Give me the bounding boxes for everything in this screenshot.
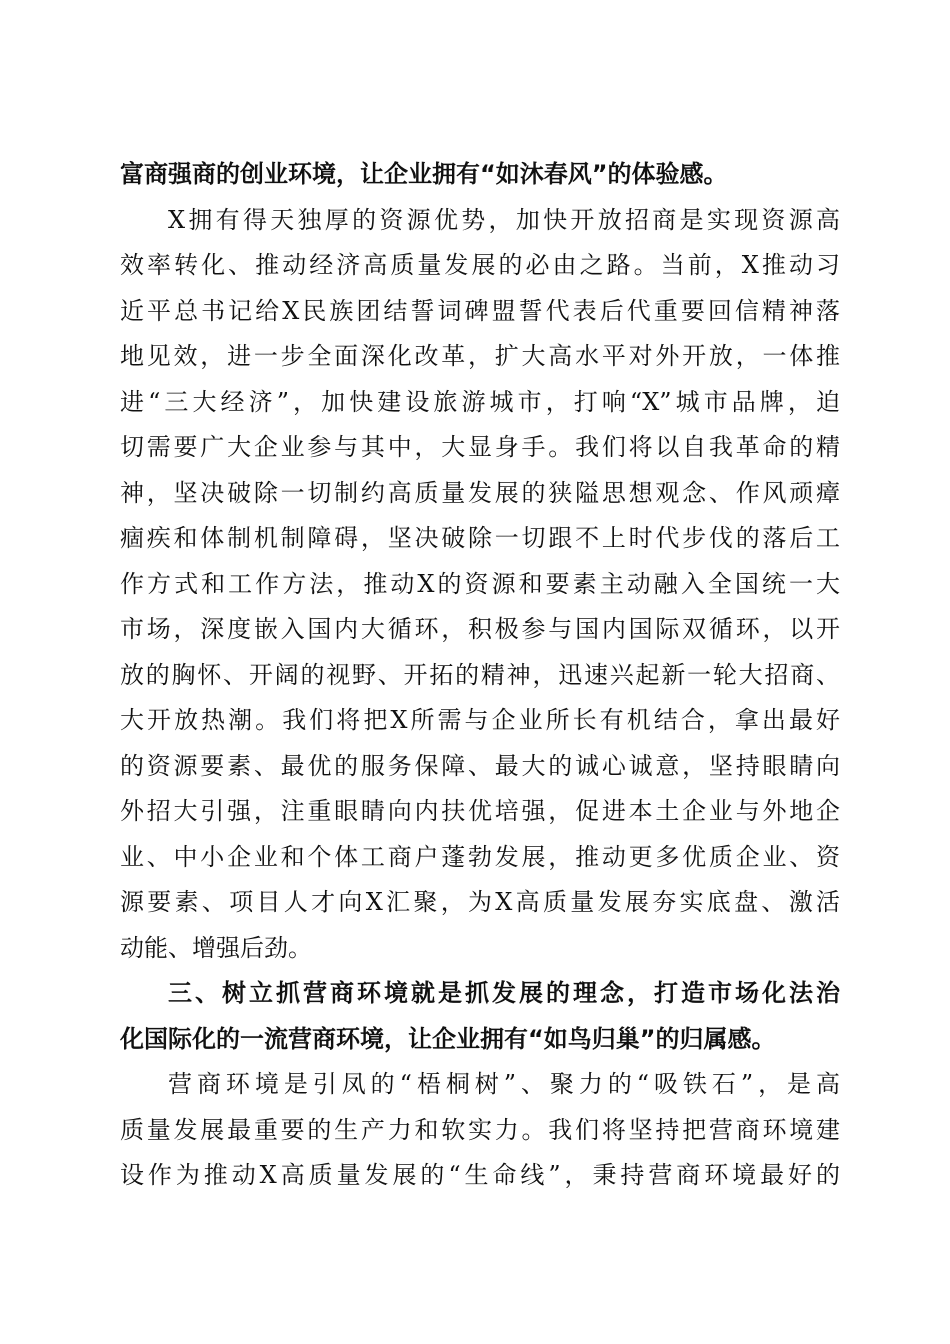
text-line: 质量发展最重要的生产力和软实力。我们将坚持把营商环境建 [120,1115,840,1144]
text-line: 外招大引强，注重眼睛向内扶优培强，促进本土企业与外地企 [120,797,840,825]
heading-line: 化国际化的一流营商环境，让企业拥有“如鸟归巢”的归属感。 [120,1024,776,1053]
text-line: 的资源要素、最优的服务保障、最大的诚心诚意，坚持眼睛向 [120,751,840,780]
document-body [120,152,840,1199]
text-line: X拥有得天独厚的资源优势，加快开放招商是实现资源高 [168,205,840,234]
text-line: 动能、增强后劲。 [120,933,312,962]
text-line: 放的胸怀、开阔的视野、开拓的精神，迅速兴起新一轮大招商、 [120,660,840,689]
text-line: 地见效，进一步全面深化改革，扩大高水平对外开放，一体推 [120,342,840,370]
paragraph [120,1062,840,1199]
text-line: 切需要广大企业参与其中，大显身手。我们将以自我革命的精 [120,433,840,461]
text-line: 近平总书记给X民族团结誓词碑盟誓代表后代重要回信精神落 [120,296,840,325]
text-line: 痼疾和体制机制障碍，坚决破除一切跟不上时代步伐的落后工 [120,524,840,552]
text-line: 作方式和工作方法，推动X的资源和要素主动融入全国统一大 [120,569,840,598]
paragraph [120,198,840,972]
text-line: 市场，深度嵌入国内大循环，积极参与国内国际双循环，以开 [120,615,840,643]
text-line: 业、中小企业和个体工商户蓬勃发展，推动更多优质企业、资 [120,842,840,871]
heading-line: 三、树立抓营商环境就是抓发展的理念，打造市场化法治 [168,979,840,1007]
text-line: 设作为推动X高质量发展的“生命线”，秉持营商环境最好的 [120,1161,840,1189]
text-line: 大开放热潮。我们将把X所需与企业所长有机结合，拿出最好 [120,706,840,734]
paragraph [120,152,840,198]
section-heading [120,971,840,1062]
text-line: 进“三大经济”，加快建设旅游城市，打响“X”城市品牌，迫 [120,387,840,416]
text-line: 神，坚决破除一切制约高质量发展的狭隘思想观念、作风顽瘴 [120,478,840,507]
text-line: 营商环境是引凤的“梧桐树”、聚力的“吸铁石”，是高 [168,1070,840,1098]
text-line: 效率转化、推动经济高质量发展的必由之路。当前，X推动习 [120,251,840,279]
text-line: 源要素、项目人才向X汇聚，为X高质量发展夯实底盘、激活 [120,888,840,916]
text-line: 富商强商的创业环境，让企业拥有“如沐春风”的体验感。 [120,160,728,188]
